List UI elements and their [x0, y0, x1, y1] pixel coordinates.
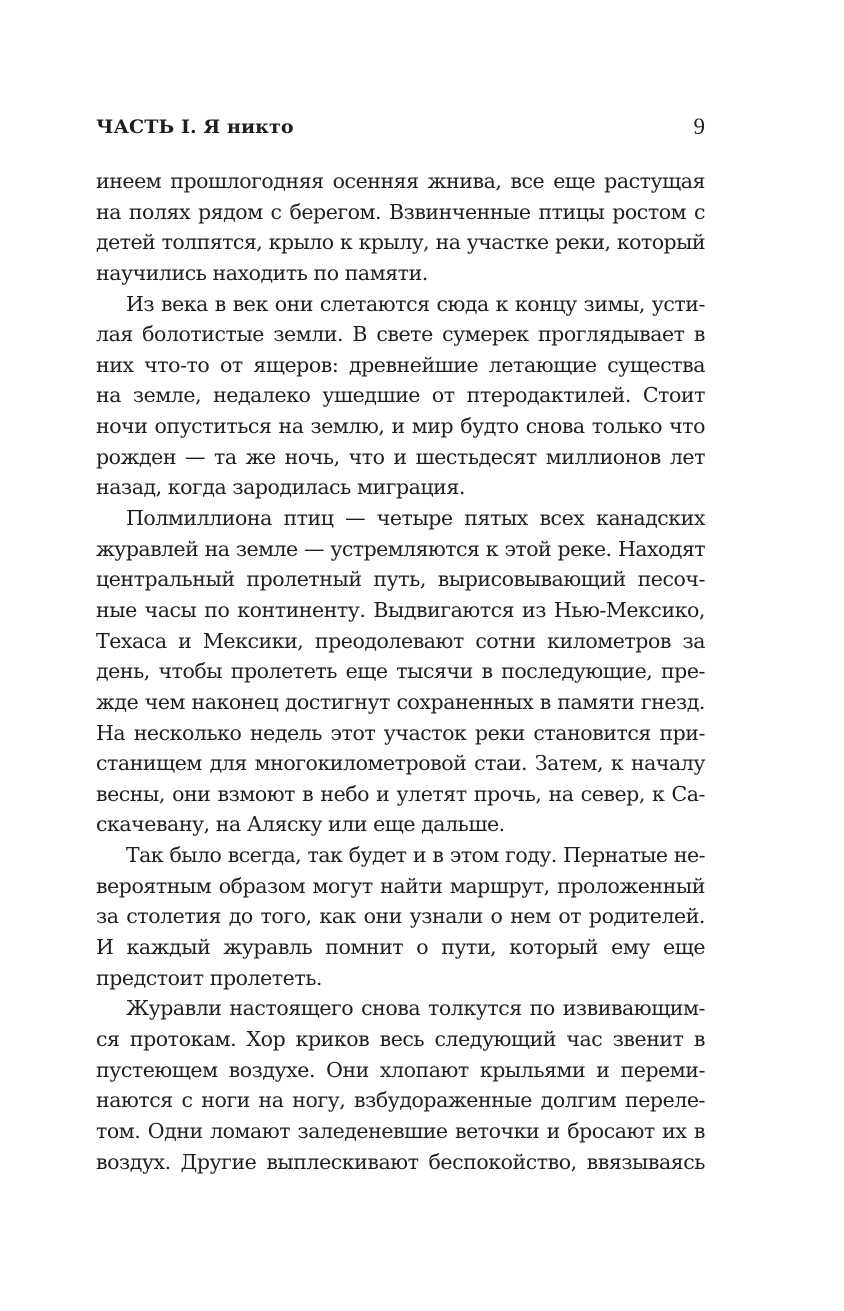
text-line: научились находить по памяти.: [96, 260, 428, 285]
text-line: предстоит пролететь.: [96, 965, 322, 990]
page-number: 9: [693, 114, 705, 139]
text-line: назад, когда зародилась миграция.: [96, 475, 465, 500]
text-line: центральный пролетный путь, вырисовывающий песоч-: [96, 567, 705, 592]
text-line: журавлей на земле — устремляются к этой реке. Находят: [96, 536, 705, 561]
text-line: них что-то от ящеров: древнейшие летающие существа: [96, 352, 705, 377]
text-line: Журавли настоящего снова толкутся по извивающим-: [126, 996, 705, 1021]
text-line: ные часы по континенту. Выдвигаются из Нью-Мексико,: [96, 597, 705, 622]
running-title: ЧАСТЬ I. Я никто: [96, 116, 294, 138]
text-line: Так было всегда, так будет и в этом году. Пернатые не-: [126, 843, 705, 868]
text-line: скачевану, на Аляску или еще дальше.: [96, 812, 505, 837]
text-line: на земле, недалеко ушедшие от птеродактилей. Стоит: [96, 383, 705, 408]
text-line: день, чтобы пролететь еще тысячи в последующие, пре-: [96, 659, 705, 684]
text-line: И каждый журавль помнит о пути, который ему еще: [96, 935, 705, 960]
text-line: детей толпятся, крыло к крылу, на участке реки, который: [96, 230, 705, 255]
text-line: пустеющем воздухе. Они хлопают крыльями и переми-: [96, 1057, 705, 1082]
text-line: лая болотистые земли. В свете сумерек проглядывает в: [96, 322, 705, 347]
text-line: Из века в век они слетаются сюда к концу зимы, усти-: [126, 291, 705, 316]
text-line: Полмиллиона птиц — четыре пятых всех канадских: [126, 506, 705, 531]
paragraph: [96, 503, 705, 840]
text-line: рожден — та же ночь, что и шестьдесят миллионов лет: [96, 444, 705, 469]
text-line: станищем для многокилометровой стаи. Затем, к началу: [96, 751, 705, 776]
text-line: воздух. Другие выплескивают беспокойство, ввязываясь: [96, 1149, 705, 1174]
text-line: ся протокам. Хор криков весь следующий час звенит в: [96, 1026, 705, 1051]
paragraph: [96, 840, 705, 993]
text-line: том. Одни ломают заледеневшие веточки и бросают их в: [96, 1118, 705, 1143]
paragraph: [96, 993, 705, 1177]
text-line: инеем прошлогодняя осенняя жнива, все еще растущая: [96, 169, 705, 193]
text-line: на полях рядом с берегом. Взвинченные птицы ростом с: [96, 199, 705, 224]
text-line: наются с ноги на ногу, взбудораженные долгим переле-: [96, 1088, 705, 1113]
paragraph: [96, 166, 705, 289]
text-line: жде чем наконец достигнут сохраненных в памяти гнезд.: [96, 689, 705, 714]
text-line: вероятным образом могут найти маршрут, проложенный: [96, 873, 705, 898]
text-line: за столетия до того, как они узнали о нем от родителей.: [96, 904, 705, 929]
body-text: [96, 166, 705, 1177]
running-header: [96, 112, 705, 144]
text-line: На несколько недель этот участок реки становится при-: [96, 720, 705, 745]
paragraph: [96, 289, 705, 503]
text-line: весны, они взмоют в небо и улетят прочь, на север, к Са-: [96, 781, 705, 806]
text-line: ночи опуститься на землю, и мир будто снова только что: [96, 414, 705, 439]
text-line: Техаса и Мексики, преодолевают сотни километров за: [96, 628, 705, 653]
